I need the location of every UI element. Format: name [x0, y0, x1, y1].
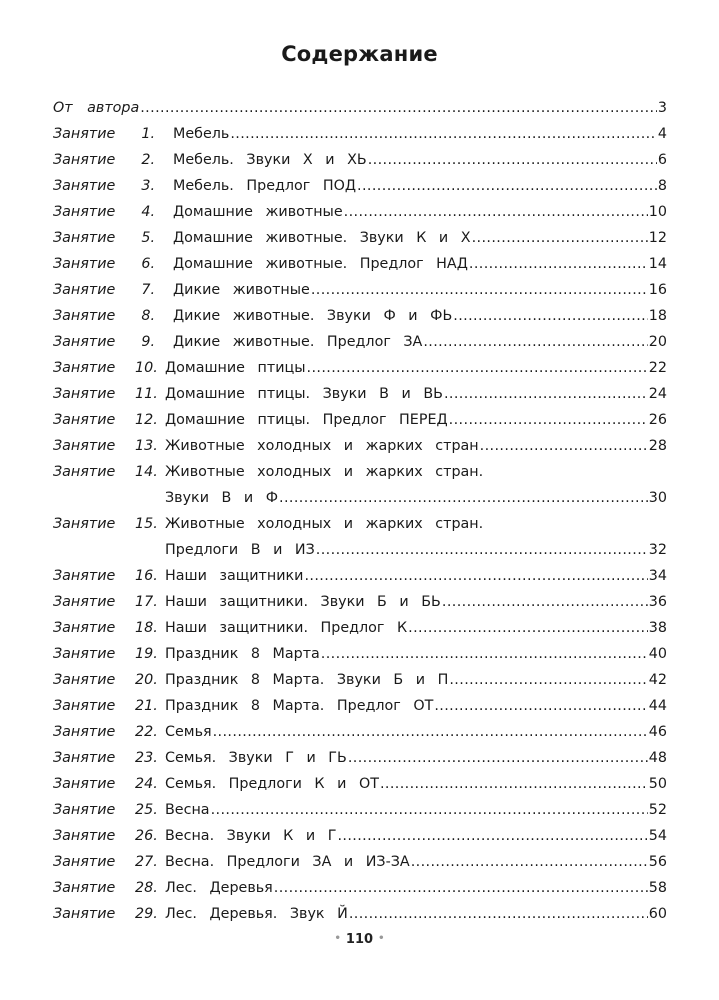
toc-entry-lesson-13[interactable] [53, 433, 667, 459]
leader-dots [423, 329, 647, 355]
lesson-title: Домашние птицы. Звуки В и ВЬ [165, 386, 443, 402]
leader-dots [140, 95, 657, 121]
leader-dots [472, 225, 648, 251]
lesson-label: Занятие [53, 828, 116, 844]
toc-entry-lesson-17[interactable] [53, 589, 667, 615]
lesson-label: Занятие [53, 178, 116, 194]
lesson-title: Лес. Деревья. Звук Й [165, 906, 348, 922]
leader-dots [480, 433, 648, 459]
lesson-number: 28. [135, 880, 158, 896]
lesson-number: 21. [135, 698, 158, 714]
toc-entry-lesson-27[interactable] [53, 849, 667, 875]
lesson-number: 12. [135, 412, 158, 428]
toc-page-number: 32 [648, 542, 667, 558]
lesson-title: Домашние животные. Звуки К и Х [173, 230, 471, 246]
toc-page-number: 20 [648, 334, 667, 350]
lesson-label: Занятие [53, 152, 116, 168]
toc-page-number: 40 [648, 646, 667, 662]
leader-dots [304, 563, 647, 589]
toc-entry-lesson-24[interactable] [53, 771, 667, 797]
lesson-number: 14. [135, 464, 158, 480]
lesson-title: Лес. Деревья [165, 880, 273, 896]
lesson-title: Дикие животные [173, 282, 310, 298]
toc-page-number: 10 [648, 204, 667, 220]
leader-dots [408, 615, 648, 641]
lesson-title: Мебель. Звуки Х и ХЬ [173, 152, 367, 168]
lesson-label: Занятие [53, 204, 116, 220]
leader-dots [279, 485, 648, 511]
lesson-title: Мебель [173, 126, 230, 142]
toc-entry-lesson-16[interactable] [53, 563, 667, 589]
toc-entry-lesson-23[interactable] [53, 745, 667, 771]
lesson-number: 19. [135, 646, 158, 662]
toc-entry-lesson-19[interactable] [53, 641, 667, 667]
lesson-label: Занятие [53, 750, 116, 766]
leader-dots [321, 641, 648, 667]
toc-entry-lesson-28[interactable] [53, 875, 667, 901]
lesson-number: 13. [135, 438, 158, 454]
leader-dots [307, 355, 648, 381]
lesson-title: Животные холодных и жарких стран. [165, 516, 484, 532]
toc-entry-lesson-6[interactable] [53, 251, 667, 277]
lesson-title: Весна. Предлоги ЗА и ИЗ-ЗА [165, 854, 410, 870]
lesson-label: Занятие [53, 438, 116, 454]
lesson-label: Занятие [53, 776, 116, 792]
toc-entry-lesson-26[interactable] [53, 823, 667, 849]
lesson-number: 9. [141, 334, 155, 350]
toc-page-number: 14 [648, 256, 667, 272]
lesson-title: Наши защитники. Предлог К [165, 620, 408, 636]
leader-dots [449, 407, 648, 433]
lesson-number: 17. [135, 594, 158, 610]
leader-dots [368, 147, 657, 173]
toc-page-number: 24 [648, 386, 667, 402]
toc-page-number: 3 [657, 100, 667, 116]
toc-page-number: 46 [648, 724, 667, 740]
lesson-title: Мебель. Предлог ПОД [173, 178, 357, 194]
lesson-title: Дикие животные. Звуки Ф и ФЬ [173, 308, 453, 324]
lesson-number: 7. [141, 282, 155, 298]
lesson-title: Семья. Предлоги К и ОТ [165, 776, 379, 792]
lesson-number: 8. [141, 308, 155, 324]
leader-dots [344, 199, 648, 225]
lesson-title: Праздник 8 Марта. Звуки Б и П [165, 672, 449, 688]
leader-dots [211, 797, 648, 823]
lesson-label: Занятие [53, 360, 116, 376]
lesson-label: Занятие [53, 256, 116, 272]
page-footer [0, 932, 719, 947]
lesson-title: Наши защитники. Звуки Б и БЬ [165, 594, 441, 610]
lesson-label: Занятие [53, 646, 116, 662]
lesson-title: Весна [165, 802, 210, 818]
lesson-label: Занятие [53, 282, 116, 298]
toc-page-number: 18 [648, 308, 667, 324]
toc-page-number: 60 [648, 906, 667, 922]
toc-entry-lesson-1[interactable] [53, 121, 667, 147]
lesson-title: Праздник 8 Марта. Предлог ОТ [165, 698, 434, 714]
lesson-label: Занятие [53, 698, 116, 714]
toc-page-number: 12 [648, 230, 667, 246]
toc-page-number: 4 [657, 126, 667, 142]
leader-dots [442, 589, 648, 615]
toc-entry-lesson-25[interactable] [53, 797, 667, 823]
lesson-label: Занятие [53, 724, 116, 740]
toc-entry-lesson-11[interactable] [53, 381, 667, 407]
lesson-number: 6. [141, 256, 155, 272]
lesson-title: Предлоги В и ИЗ [165, 542, 315, 558]
toc-page-number: 22 [648, 360, 667, 376]
lesson-number: 26. [135, 828, 158, 844]
toc-entry-label: От автора [53, 100, 140, 116]
leader-dots [230, 121, 657, 147]
lesson-title: Животные холодных и жарких стран. [165, 464, 484, 480]
toc-page-number: 16 [648, 282, 667, 298]
lesson-label: Занятие [53, 568, 116, 584]
lesson-label: Занятие [53, 880, 116, 896]
leader-dots [453, 303, 648, 329]
lesson-number: 4. [141, 204, 155, 220]
lesson-number: 18. [135, 620, 158, 636]
toc-entry-lesson-14[interactable] [53, 459, 667, 511]
leader-dots [316, 537, 648, 563]
toc-entry-lesson-21[interactable] [53, 693, 667, 719]
toc-entry-lesson-12[interactable] [53, 407, 667, 433]
lesson-number: 29. [135, 906, 158, 922]
lesson-title: Праздник 8 Марта [165, 646, 320, 662]
toc-page-number: 8 [657, 178, 667, 194]
leader-dots [434, 693, 647, 719]
lesson-number: 23. [135, 750, 158, 766]
lesson-title: Домашние птицы. Предлог ПЕРЕД [165, 412, 448, 428]
toc-page-number: 6 [657, 152, 667, 168]
leader-dots [449, 667, 647, 693]
lesson-label: Занятие [53, 620, 116, 636]
bullet-icon: • [378, 933, 385, 944]
toc-page-number: 54 [648, 828, 667, 844]
toc-entry-lesson-2[interactable] [53, 147, 667, 173]
lesson-number: 2. [141, 152, 155, 168]
leader-dots [411, 849, 648, 875]
lesson-number: 1. [141, 126, 155, 142]
toc-entry-lesson-8[interactable] [53, 303, 667, 329]
lesson-title: Домашние животные [173, 204, 343, 220]
table-of-contents [53, 95, 667, 927]
lesson-title: Семья [165, 724, 212, 740]
toc-entry-lesson-7[interactable] [53, 277, 667, 303]
lesson-title: Дикие животные. Предлог ЗА [173, 334, 423, 350]
lesson-number: 15. [135, 516, 158, 532]
page-number: 110 [345, 932, 374, 947]
lesson-title: Звуки В и Ф [165, 490, 279, 506]
toc-page-number: 42 [648, 672, 667, 688]
leader-dots [274, 875, 648, 901]
toc-page-number: 28 [648, 438, 667, 454]
toc-entry-lesson-29[interactable] [53, 901, 667, 927]
toc-entry-lesson-5[interactable] [53, 225, 667, 251]
lesson-label: Занятие [53, 594, 116, 610]
toc-page-number: 38 [648, 620, 667, 636]
toc-page-number: 48 [648, 750, 667, 766]
leader-dots [444, 381, 648, 407]
toc-entry-lesson-22[interactable] [53, 719, 667, 745]
toc-page-number: 44 [648, 698, 667, 714]
lesson-label: Занятие [53, 854, 116, 870]
lesson-number: 22. [135, 724, 158, 740]
lesson-number: 27. [135, 854, 158, 870]
leader-dots [337, 823, 647, 849]
lesson-number: 3. [141, 178, 155, 194]
toc-page-number: 50 [648, 776, 667, 792]
lesson-label: Занятие [53, 412, 116, 428]
toc-entry-lesson-4[interactable] [53, 199, 667, 225]
toc-entry-lesson-18[interactable] [53, 615, 667, 641]
lesson-title: Весна. Звуки К и Г [165, 828, 337, 844]
lesson-title: Животные холодных и жарких стран [165, 438, 479, 454]
toc-entry-lesson-20[interactable] [53, 667, 667, 693]
lesson-number: 24. [135, 776, 158, 792]
toc-page-number: 58 [648, 880, 667, 896]
toc-entry-lesson-15[interactable] [53, 511, 667, 563]
leader-dots [213, 719, 648, 745]
toc-page-number: 36 [648, 594, 667, 610]
lesson-number: 20. [135, 672, 158, 688]
toc-page-number: 56 [648, 854, 667, 870]
lesson-label: Занятие [53, 906, 116, 922]
lesson-label: Занятие [53, 386, 116, 402]
lesson-number: 11. [135, 386, 158, 402]
lesson-label: Занятие [53, 802, 116, 818]
lesson-title: Домашние птицы [165, 360, 306, 376]
toc-entry-lesson-10[interactable] [53, 355, 667, 381]
toc-entry-lesson-3[interactable] [53, 173, 667, 199]
lesson-number: 16. [135, 568, 158, 584]
lesson-label: Занятие [53, 308, 116, 324]
lesson-title: Домашние животные. Предлог НАД [173, 256, 468, 272]
lesson-label: Занятие [53, 672, 116, 688]
lesson-label: Занятие [53, 516, 116, 532]
lesson-number: 10. [135, 360, 158, 376]
toc-entry-intro[interactable] [53, 95, 667, 121]
toc-entry-lesson-9[interactable] [53, 329, 667, 355]
leader-dots [357, 173, 657, 199]
lesson-title: Семья. Звуки Г и ГЬ [165, 750, 347, 766]
toc-page-number: 34 [648, 568, 667, 584]
bullet-icon: • [334, 933, 341, 944]
leader-dots [349, 901, 648, 927]
lesson-label: Занятие [53, 230, 116, 246]
lesson-number: 25. [135, 802, 158, 818]
toc-page-number: 52 [648, 802, 667, 818]
lesson-number: 5. [141, 230, 155, 246]
leader-dots [311, 277, 648, 303]
leader-dots [348, 745, 648, 771]
lesson-title: Наши защитники [165, 568, 304, 584]
lesson-label: Занятие [53, 126, 116, 142]
toc-page-number: 30 [648, 490, 667, 506]
lesson-label: Занятие [53, 464, 116, 480]
page-title: Содержание [281, 42, 438, 66]
toc-page-number: 26 [648, 412, 667, 428]
lesson-label: Занятие [53, 334, 116, 350]
leader-dots [469, 251, 648, 277]
leader-dots [380, 771, 648, 797]
